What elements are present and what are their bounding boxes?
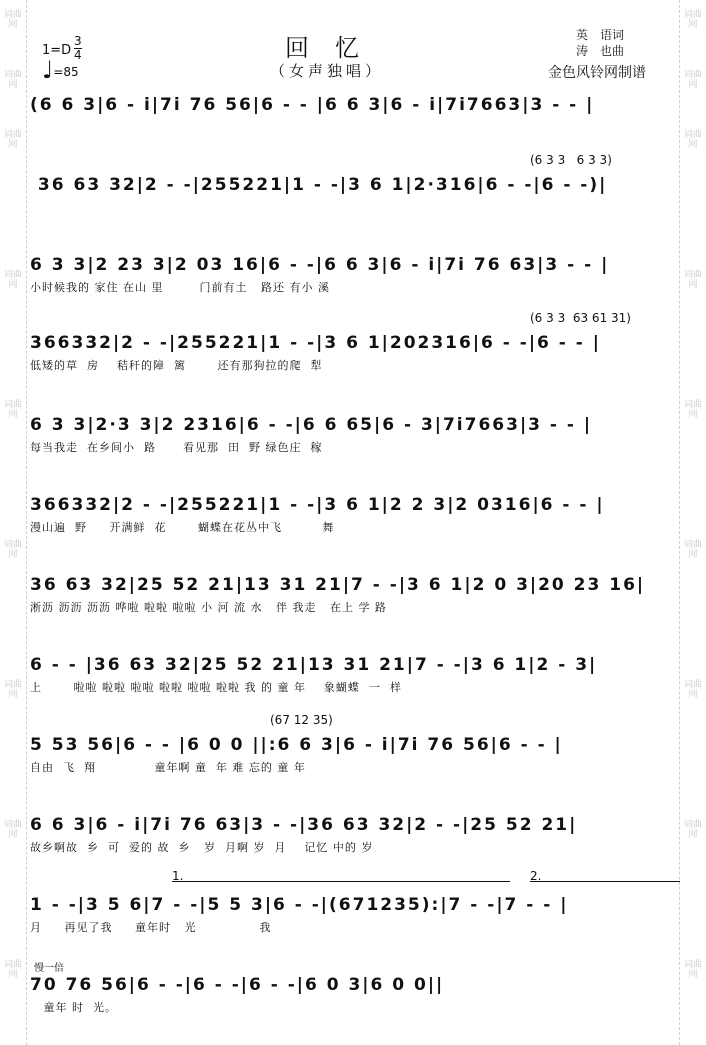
watermark-text: 词曲网	[683, 960, 702, 980]
lyrics-line: 淅沥 沥沥 沥沥 哗啦 啦啦 啦啦 小 河 流 水 伴 我走 在上 学 路	[30, 601, 387, 614]
notation-line: (6 6 3|6 - i|7i 76 56|6 - - |6 6 3|6 - i|7i7663|3 - - |	[30, 95, 595, 115]
notation-line: 6 - - |36 63 32|25 52 21|13 31 21|7 - -|3 6 1|2 - 3|	[30, 655, 598, 675]
second-ending-bracket	[530, 881, 680, 882]
watermark-text: 词曲网	[683, 270, 702, 290]
lyrics-line: 小时候我的 家住 在山 里 门前有土 路还 有小 溪	[30, 281, 330, 294]
watermark-text: 词曲网	[683, 680, 702, 700]
watermark-text: 词曲网	[3, 270, 22, 290]
lyrics-line: 上 啦啦 啦啦 啦啦 啦啦 啦啦 啦啦 我 的 童 年 象蝴蝶 一 样	[30, 681, 402, 694]
publisher-credit: 金色风铃网制谱	[548, 65, 646, 81]
time-signature	[74, 35, 82, 62]
row-annotation: (6 3 3 6 3 3)	[530, 153, 612, 167]
notation-line: 6 3 3|2 23 3|2 03 16|6 - -|6 6 3|6 - i|7i 76 63|3 - - |	[30, 255, 610, 275]
key-signature: 1=D	[42, 43, 72, 58]
row-annotation: 慢一倍	[34, 963, 64, 974]
row-annotation: (6 3 3 63 61 31)	[530, 311, 631, 325]
tempo-marking	[42, 56, 79, 84]
watermark-text: 词曲网	[683, 10, 702, 30]
watermark-text: 词曲网	[3, 820, 22, 840]
time-signature-top: 3	[74, 34, 82, 48]
lyrics-line: 自由 飞 翔 童年啊 童 年 难 忘的 童 年	[30, 761, 306, 774]
lyrics-line: 月 再见了我 童年时 光 我	[30, 921, 272, 934]
notation-line: 1 - -|3 5 6|7 - -|5 5 3|6 - -|(671235):|7 - -|7 - - |	[30, 895, 569, 915]
watermark-text: 词曲网	[3, 70, 22, 90]
watermark-text: 词曲网	[3, 540, 22, 560]
notation-line: 6 3 3|2·3 3|2 2316|6 - -|6 6 65|6 - 3|7i7663|3 - - |	[30, 415, 593, 435]
watermark-text: 词曲网	[3, 680, 22, 700]
lyrics-line: 故乡啊故 乡 可 爱的 故 乡 岁 月啊 岁 月 记忆 中的 岁	[30, 841, 374, 854]
left-watermark-strip	[0, 0, 27, 1045]
composer-credit: 涛 也曲	[576, 44, 625, 58]
song-subtitle: （女声独唱）	[270, 62, 385, 80]
notation-line: 6 6 3|6 - i|7i 76 63|3 - -|36 63 32|2 - -|25 52 21|	[30, 815, 578, 835]
lyricist-credit: 英 语词	[576, 28, 625, 42]
notation-line: 5 53 56|6 - - |6 0 0 ||:6 6 3|6 - i|7i 76 56|6 - - |	[30, 735, 563, 755]
song-title: 回忆	[285, 34, 385, 62]
lyrics-line: 每当我走 在乡间小 路 看见那 田 野 绿色庄 稼	[30, 441, 323, 454]
watermark-text: 词曲网	[683, 70, 702, 90]
notation-line: 366332|2 - -|255221|1 - -|3 6 1|2 2 3|2 0316|6 - - |	[30, 495, 605, 515]
first-ending-number: 1.	[172, 869, 184, 883]
watermark-text: 词曲网	[683, 400, 702, 420]
tempo-value: =85	[53, 65, 79, 79]
watermark-text: 词曲网	[683, 820, 702, 840]
lyrics-line: 童年 时 光。	[30, 1001, 117, 1014]
time-signature-bottom: 4	[74, 48, 82, 62]
watermark-text: 词曲网	[3, 130, 22, 150]
lyrics-line: 低矮的草 房 秸秆的障 篱 还有那狗拉的爬 犁	[30, 359, 323, 372]
first-ending-bracket	[172, 881, 510, 882]
quarter-note-icon: ♩	[42, 56, 54, 84]
watermark-text: 词曲网	[683, 540, 702, 560]
watermark-text: 词曲网	[3, 400, 22, 420]
notation-line: 70 76 56|6 - -|6 - -|6 - -|6 0 3|6 0 0||	[30, 975, 445, 995]
row-annotation: (67 12 35)	[270, 713, 333, 727]
second-ending-number: 2.	[530, 869, 542, 883]
watermark-text: 词曲网	[3, 10, 22, 30]
watermark-text: 词曲网	[683, 130, 702, 150]
watermark-text: 词曲网	[3, 960, 22, 980]
right-watermark-strip	[679, 0, 706, 1045]
notation-line: 36 63 32|25 52 21|13 31 21|7 - -|3 6 1|2 0 3|20 23 16|	[30, 575, 646, 595]
notation-line: 36 63 32|2 - -|255221|1 - -|3 6 1|2·316|6 - -|6 - -)|	[30, 175, 608, 195]
lyrics-line: 漫山遍 野 开满鲜 花 蝴蝶在花丛中飞 舞	[30, 521, 335, 534]
notation-line: 366332|2 - -|255221|1 - -|3 6 1|202316|6 - -|6 - - |	[30, 333, 601, 353]
